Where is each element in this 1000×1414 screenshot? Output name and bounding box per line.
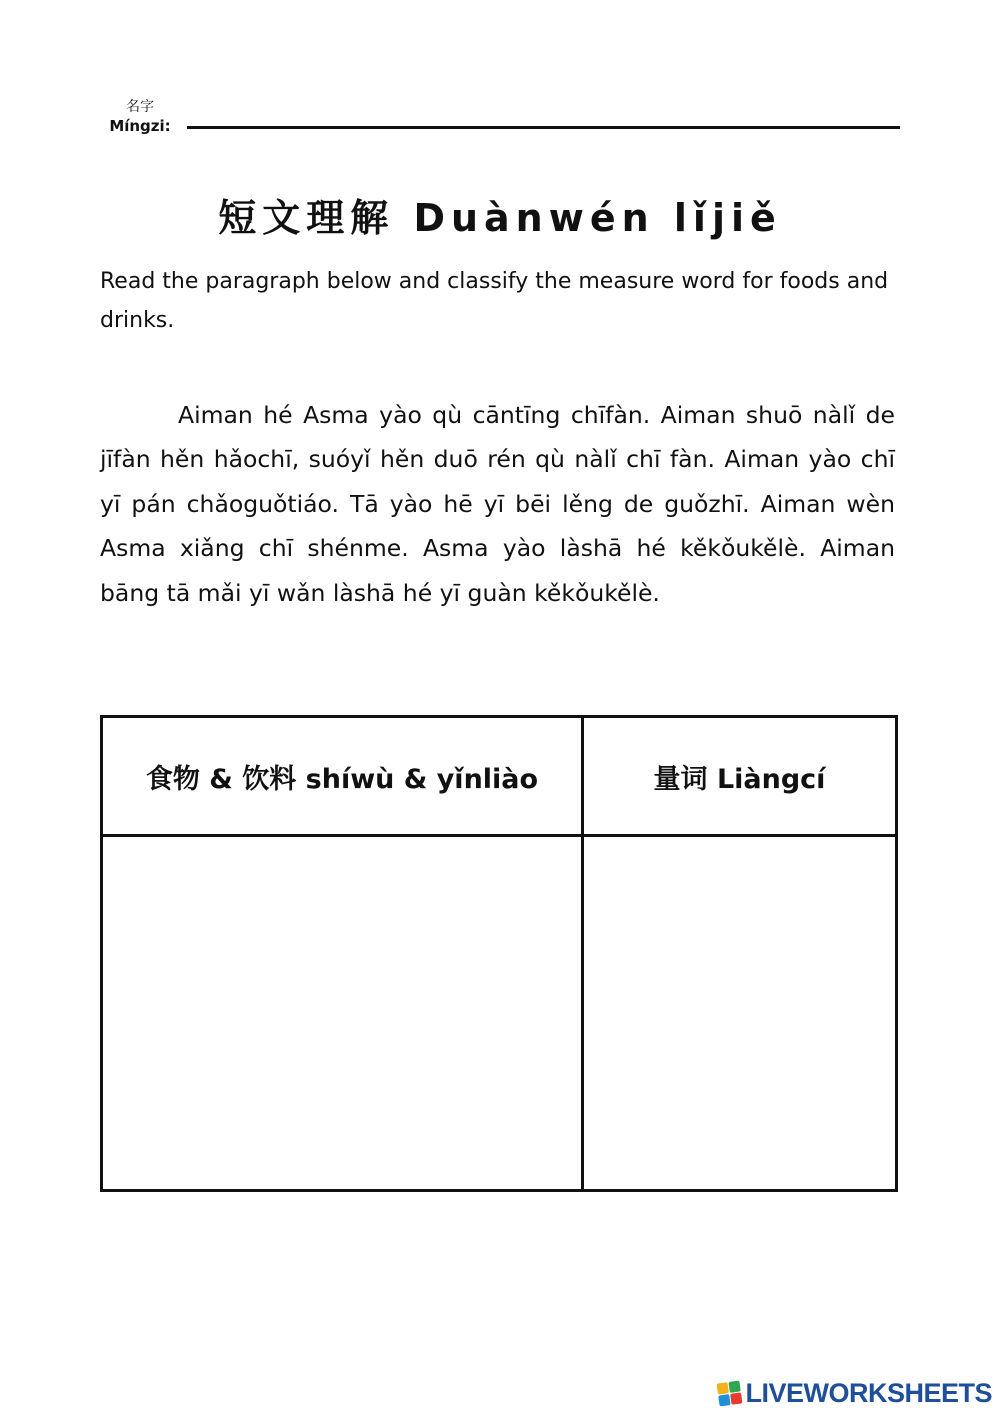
logo-square-green xyxy=(729,1380,741,1392)
name-input-line[interactable] xyxy=(187,126,900,129)
name-label xyxy=(100,98,180,136)
liveworksheets-watermark xyxy=(718,1378,992,1408)
logo-square-yellow xyxy=(717,1382,729,1394)
liveworksheets-wordmark: LIVEWORKSHEETS xyxy=(745,1378,992,1408)
liveworksheets-logo-icon xyxy=(717,1380,743,1406)
reading-passage: Aiman hé Asma yào qù cāntīng chīfàn. Aiman shuō nàlǐ de jīfàn hěn hǎochī, suóyǐ hěn duō rén qù nàlǐ chī fàn. Aiman yào chī yī pán chǎoguǒtiáo. Tā yào hē yī bēi lěng de guǒzhī. Aiman wèn Asma xiǎng chī shénme. Asma yào làshā hé kěkǒukělè. Aiman bāng tā mǎi yī wǎn làshā hé yī guàn kěkǒukělè. xyxy=(100,401,895,607)
header-measure-word: 量词 Liàngcí xyxy=(653,763,826,795)
name-label-pinyin: Míngzi: xyxy=(109,117,171,135)
logo-square-blue xyxy=(719,1394,731,1406)
classification-table xyxy=(100,715,898,1192)
worksheet-title: 短文理解 Duànwén lǐjiě xyxy=(218,196,782,240)
header-food-drink: 食物 & 饮料 shíwù & yǐnliào xyxy=(145,763,539,795)
instructions-text: Read the paragraph below and classify the measure word for foods and drinks. xyxy=(100,269,889,333)
logo-square-red xyxy=(731,1392,743,1404)
answer-cell-food-drink[interactable] xyxy=(103,834,581,1189)
answer-cell-measure-word[interactable] xyxy=(584,834,895,1189)
name-label-chinese: 名字 xyxy=(126,99,154,115)
